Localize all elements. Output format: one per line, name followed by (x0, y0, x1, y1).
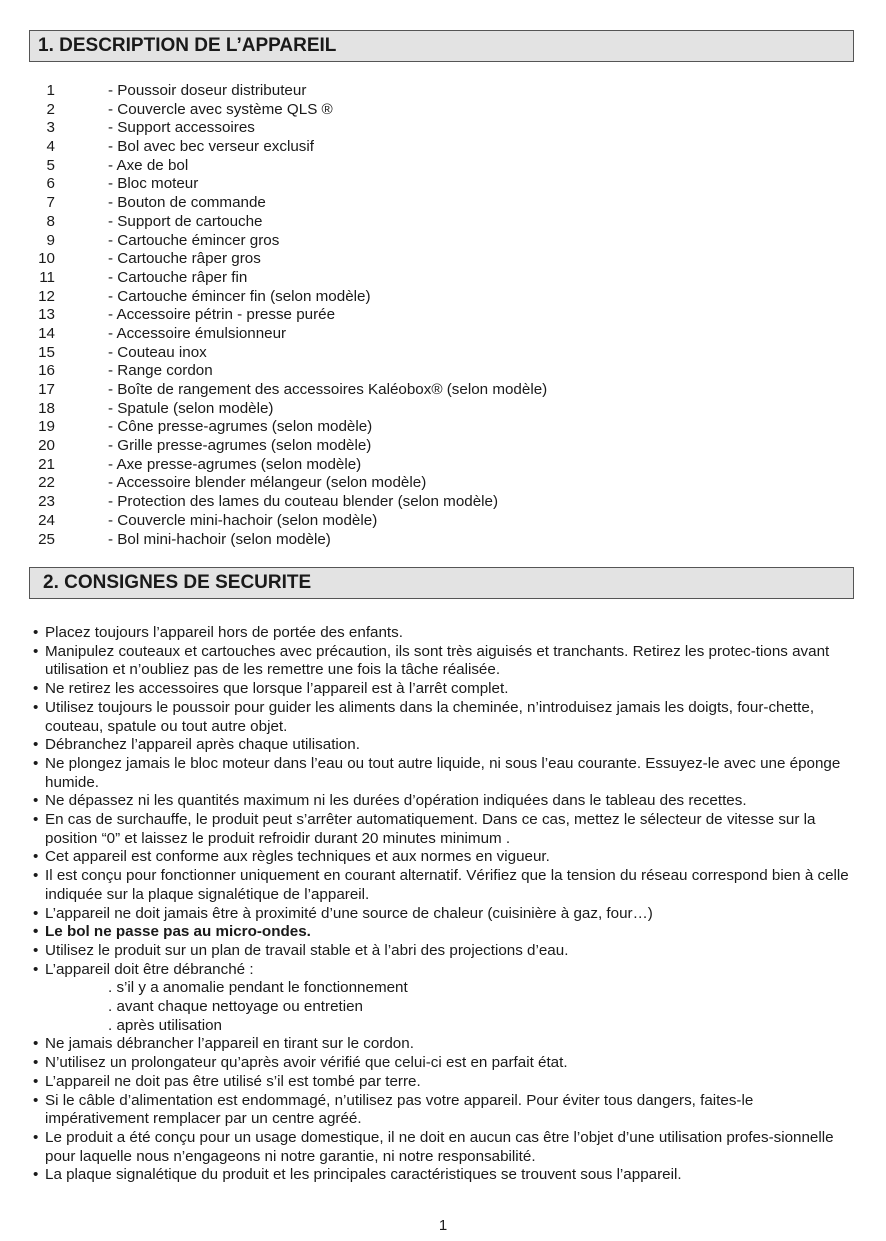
list-item (29, 456, 849, 475)
part-label: - Bol avec bec verseur exclusif (108, 138, 314, 156)
rule-text: Placez toujours l’appareil hors de portée des enfants. (45, 624, 403, 641)
part-number: 17 (38, 381, 55, 398)
bullet-icon: • (33, 1166, 39, 1184)
safety-rule (33, 680, 855, 699)
list-item (29, 232, 849, 251)
safety-rule (33, 755, 855, 792)
bullet-icon: • (33, 792, 39, 810)
part-label: - Bouton de commande (108, 194, 266, 212)
part-number: 24 (38, 511, 55, 529)
list-item (29, 306, 849, 325)
part-number: 7 (46, 194, 55, 212)
part-label: - Cône presse-agrumes (selon modèle) (108, 418, 373, 436)
safety-rule (33, 961, 855, 980)
list-item (29, 157, 849, 176)
part-label: - Grille presse-agrumes (selon modèle) (108, 437, 372, 455)
part-number: 21 (38, 455, 55, 473)
bullet-icon: • (33, 1091, 39, 1109)
part-number: 19 (38, 418, 55, 436)
rule-text: Le bol ne passe pas au micro-ondes. (45, 923, 311, 941)
list-item (29, 474, 849, 493)
list-item (29, 381, 849, 400)
bullet-icon: • (33, 624, 39, 641)
bullet-icon: • (33, 680, 39, 698)
part-number: 23 (38, 493, 55, 511)
safety-rule (33, 624, 855, 643)
part-label: - Support accessoires (108, 119, 255, 137)
list-item (29, 269, 849, 288)
part-label: - Protection des lames du couteau blender (selon modèle) (108, 493, 499, 511)
list-item (29, 512, 849, 531)
safety-rule (33, 1166, 855, 1185)
list-item (29, 101, 849, 120)
safety-rule (33, 792, 855, 811)
rule-text: Ne retirez les accessoires que lorsque l’appareil est à l’arrêt complet. (45, 680, 509, 698)
part-label: - Couvercle mini-hachoir (selon modèle) (108, 511, 378, 529)
safety-rule (33, 942, 855, 961)
bullet-icon: • (33, 642, 39, 660)
safety-rule (33, 1129, 855, 1166)
part-label: - Couteau inox (108, 343, 207, 361)
safety-rules-list (33, 624, 855, 1185)
safety-rule (33, 1092, 855, 1129)
list-item (29, 362, 849, 381)
list-item (29, 437, 849, 456)
part-number: 10 (38, 250, 55, 268)
part-label: - Bloc moteur (108, 175, 199, 193)
part-number: 2 (46, 100, 55, 118)
rule-text: Ne dépassez ni les quantités maximum ni les durées d’opération indiquées dans le tableau des recettes. (45, 792, 747, 810)
part-label: - Spatule (selon modèle) (108, 399, 274, 417)
bullet-icon: • (33, 1072, 39, 1090)
bullet-icon: • (33, 698, 39, 716)
safety-rule (33, 1073, 855, 1092)
list-item (29, 344, 849, 363)
bullet-icon: • (33, 1128, 39, 1146)
safety-rule (33, 699, 855, 736)
rule-text: Le produit a été conçu pour un usage domestique, il ne doit en aucun cas être l’objet d’une utilisation profes-sionnelle pour laquelle nous n’engageons ni notre garantie, ni notre responsabilité. (45, 1128, 834, 1165)
bullet-icon: • (33, 1054, 39, 1072)
part-label: - Boîte de rangement des accessoires Kaléobox® (selon modèle) (108, 381, 548, 398)
part-number: 9 (46, 231, 55, 249)
part-number: 4 (46, 138, 55, 156)
part-number: 11 (39, 268, 55, 286)
parts-list (29, 82, 849, 549)
rule-text: L’appareil ne doit jamais être à proximité d’une source de chaleur (cuisinière à gaz, four…) (45, 904, 653, 922)
section-1-title: 1. DESCRIPTION DE L’APPAREIL (29, 30, 854, 62)
bullet-icon: • (33, 736, 39, 754)
list-item (29, 175, 849, 194)
bullet-icon: • (33, 923, 39, 941)
part-number: 5 (46, 156, 55, 174)
rule-text: La plaque signalétique du produit et les principales caractéristiques se trouvent sous l’appareil. (45, 1166, 682, 1184)
safety-rule (33, 905, 855, 924)
part-label: - Cartouche râper fin (108, 268, 248, 286)
safety-rule (33, 848, 855, 867)
bullet-icon: • (33, 941, 39, 959)
list-item (29, 493, 849, 512)
part-number: 25 (38, 530, 55, 548)
page-number: 1 (438, 1217, 448, 1234)
section-2-title: 2. CONSIGNES DE SECURITE (29, 567, 854, 599)
rule-text: Il est conçu pour fonctionner uniquement en courant alternatif. Vérifiez que la tension du réseau correspond bien à celle indiquée sur la plaque signalétique de l’appareil. (45, 867, 849, 903)
part-label: - Bol mini-hachoir (selon modèle) (108, 530, 331, 548)
part-number: 18 (38, 399, 55, 417)
rule-text: L’appareil doit être débranché : (45, 960, 254, 978)
part-number: 13 (38, 306, 55, 324)
bullet-icon: • (33, 867, 39, 885)
list-item (29, 418, 849, 437)
safety-rule (33, 736, 855, 755)
part-number: 22 (38, 474, 55, 492)
rule-text: Manipulez couteaux et cartouches avec précaution, ils sont très aiguisés et tranchants. Retirez les protec-tions avant utilisation et n’oubliez pas de les remettre une fois la tâche réalisée. (45, 642, 830, 679)
part-label: - Cartouche émincer gros (108, 231, 280, 249)
list-item (29, 82, 849, 101)
part-label: - Poussoir doseur distributeur (108, 82, 307, 99)
rule-text: Cet appareil est conforme aux règles techniques et aux normes en vigueur. (45, 848, 550, 866)
list-item (29, 194, 849, 213)
part-label: - Accessoire émulsionneur (108, 324, 287, 342)
bullet-icon: • (33, 1035, 39, 1053)
sub-rule: . avant chaque nettoyage ou entretien (108, 998, 364, 1016)
rule-text: L’appareil ne doit pas être utilisé s’il est tombé par terre. (45, 1072, 421, 1090)
list-item (29, 213, 849, 232)
part-label: - Axe de bol (108, 156, 189, 174)
list-item (29, 250, 849, 269)
part-label: - Accessoire pétrin - presse purée (108, 306, 336, 324)
safety-rule (33, 1054, 855, 1073)
part-label: - Cartouche émincer fin (selon modèle) (108, 287, 371, 305)
part-label: - Axe presse-agrumes (selon modèle) (108, 455, 362, 473)
part-number: 6 (46, 175, 55, 193)
part-number: 1 (46, 82, 55, 99)
sub-rule: . après utilisation (108, 1016, 222, 1034)
part-number: 15 (38, 343, 55, 361)
safety-rule-warning (33, 923, 855, 942)
part-label: - Cartouche râper gros (108, 250, 261, 268)
part-number: 14 (38, 324, 55, 342)
rule-text: N’utilisez un prolongateur qu’après avoir vérifié que celui-ci est en parfait état. (45, 1054, 568, 1072)
bullet-icon: • (33, 811, 39, 829)
rule-text: Utilisez le produit sur un plan de travail stable et à l’abri des projections d’eau. (45, 941, 569, 959)
safety-rule (33, 867, 855, 904)
safety-rule (33, 643, 855, 680)
list-item (29, 119, 849, 138)
bullet-icon: • (33, 904, 39, 922)
list-item (29, 138, 849, 157)
list-item (29, 400, 849, 419)
rule-text: Débranchez l’appareil après chaque utilisation. (45, 736, 360, 754)
part-number: 16 (38, 362, 55, 380)
rule-text: Ne plongez jamais le bloc moteur dans l’eau ou tout autre liquide, ni sous l’eau courante. Essuyez-le avec une éponge humide. (45, 754, 841, 791)
rule-text: Si le câble d’alimentation est endommagé, n’utilisez pas votre appareil. Pour éviter tous dangers, faites-le impérativement remplacer par un centre agréé. (45, 1091, 754, 1128)
part-number: 20 (38, 437, 55, 455)
list-item (29, 531, 849, 550)
bullet-icon: • (33, 848, 39, 866)
part-number: 12 (38, 287, 55, 305)
part-label: - Support de cartouche (108, 212, 263, 230)
sub-rule: . s’il y a anomalie pendant le fonctionnement (108, 979, 408, 997)
rule-text: En cas de surchauffe, le produit peut s’arrêter automatiquement. Dans ce cas, mettez le sélecteur de vitesse sur la position “0” et laissez le produit refroidir durant 20 minutes minimum . (45, 811, 816, 847)
rule-text: Ne jamais débrancher l’appareil en tirant sur le cordon. (45, 1035, 414, 1053)
bullet-icon: • (33, 754, 39, 772)
part-label: - Range cordon (108, 362, 213, 380)
bullet-icon: • (33, 960, 39, 978)
rule-text: Utilisez toujours le poussoir pour guider les aliments dans la cheminée, n’introduisez jamais les doigts, four-chette, couteau, spatule ou tout autre objet. (45, 698, 815, 735)
list-item (29, 288, 849, 307)
part-label: - Accessoire blender mélangeur (selon modèle) (108, 474, 427, 492)
part-number: 8 (46, 212, 55, 230)
part-number: 3 (46, 119, 55, 137)
safety-rule (33, 811, 855, 848)
safety-rule (33, 1035, 855, 1054)
list-item (29, 325, 849, 344)
part-label: - Couvercle avec système QLS ® (108, 100, 333, 118)
